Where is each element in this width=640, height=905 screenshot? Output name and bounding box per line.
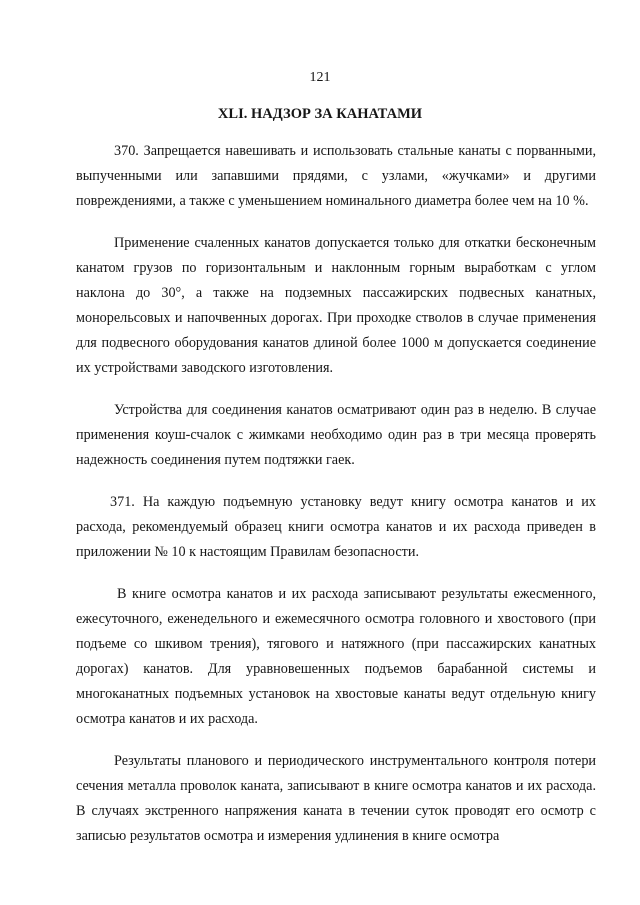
paragraph-inspection-book: В книге осмотра канатов и их расхода записывают результаты ежесменного, ежесуточного, еженедельного и ежемесячного осмотра головного и хвостового (при подъеме со шкивом трения), тягового и натяжного (при пассажирских канатных дорогах) канатов. Для уравновешенных подъемов барабанной системы и многоканатных подъемных установок на хвостовые канаты ведут отдельную книгу осмотра канатов и их расхода. [76,586,596,727]
page-number: 121 [309,70,331,85]
paragraph-371: 371. На каждую подъемную установку ведут книгу осмотра канатов и их расхода, рекомендуемый образец книги осмотра канатов и их расхода приведен в приложении № 10 к настоящим Правилам безопасности. [76,494,596,560]
section-title: XLI. НАДЗОР ЗА КАНАТАМИ [217,106,423,122]
paragraph-instrumental-control: Результаты планового и периодического инструментального контроля потери сечения металла проволок каната, записывают в книге осмотра канатов и их расхода. В случаях экстренного напряжения каната в течении суток проводят его осмотр с записью результатов осмотра и измерения удлинения в книге осмотра [76,753,596,844]
paragraph-spliced-ropes: Применение счаленных канатов допускается только для откатки бесконечным канатом грузов по горизонтальным и наклонным горным выработкам с углом наклона до 30°, а также на подземных пассажирских подвесных канатных, монорельсовых и напочвенных дорогах. При проходке стволов в случае применения для подвесного оборудования канатов длиной более 1000 м допускается соединение их устройствами заводского изготовления. [76,235,596,376]
paragraph-rope-connectors: Устройства для соединения канатов осматривают один раз в неделю. В случае применения коуш-счалок с жимками необходимо один раз в три месяца проверять надежность соединения путем подтяжки гаек. [76,402,596,468]
paragraph-370: 370. Запрещается навешивать и использовать стальные канаты с порванными, выпученными или запавшими прядями, с узлами, «жучками» и другими повреждениями, а также с уменьшением номинального диаметра более чем на 10 %. [76,143,596,209]
body-text [76,139,596,849]
